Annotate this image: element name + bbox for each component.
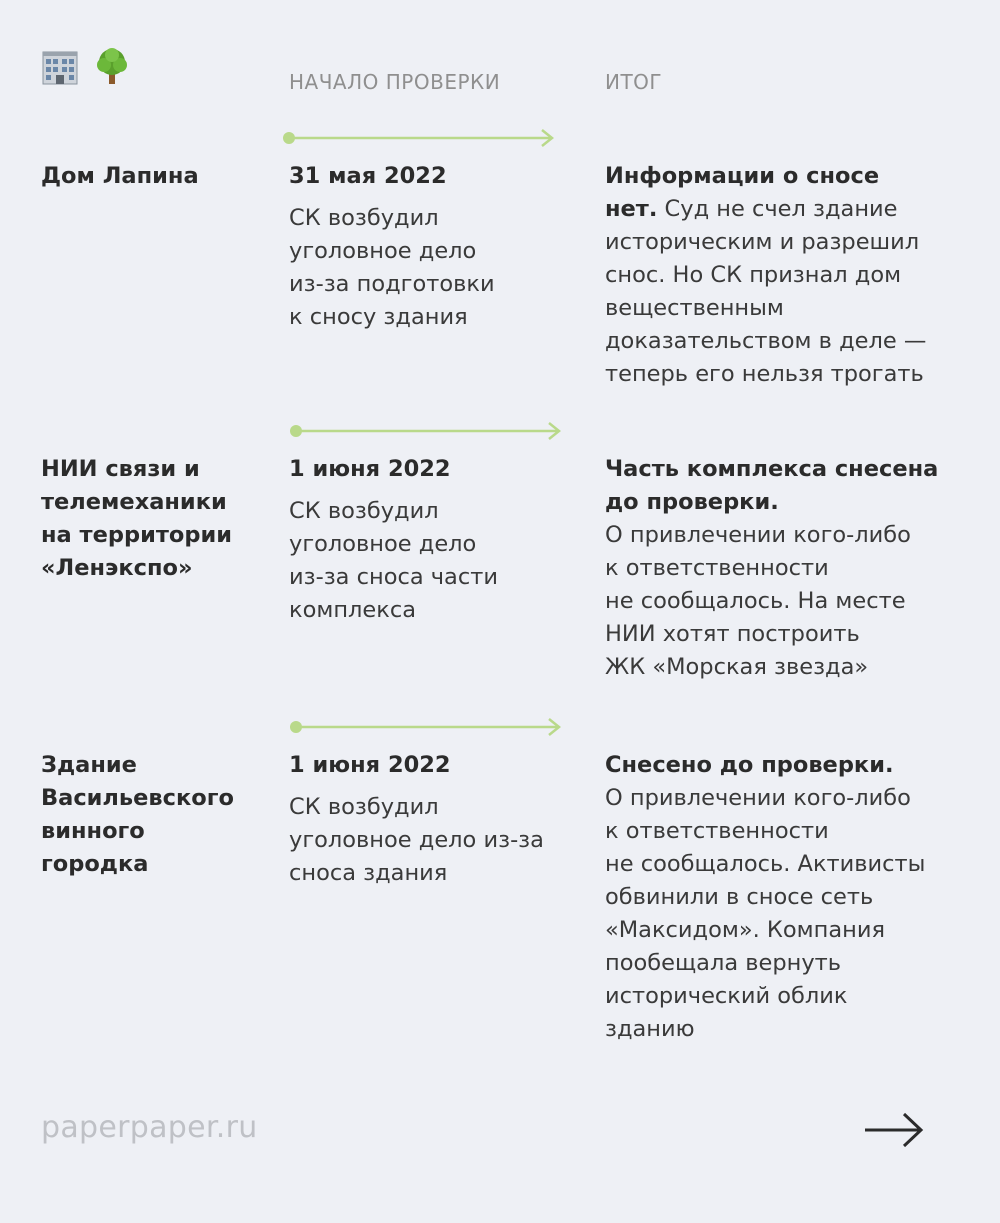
- row-2-result: Часть комплекса снесена до проверки. О привлечении кого-либо к ответственности не сообщалось. На месте НИИ хотят построить ЖК «Морская звезда»: [605, 456, 939, 680]
- row-2-description: СК возбудил уголовное дело из-за сноса части комплекса: [289, 498, 498, 623]
- row-3-result: Снесено до проверки. О привлечении кого-либо к ответственности не сообщалось. Активисты обвинили в сносе сеть «Максидом». Компания пообещала вернуть исторический облик зданию: [605, 752, 926, 1042]
- tree-icon: [92, 46, 132, 86]
- row-1-result: Информации о сносе нет. Суд не счел здание историческим и разрешил снос. Но СК признал дом вещественным доказательством в деле — теперь его нельзя трогать: [605, 163, 927, 387]
- row-1-name: Дом Лапина: [41, 163, 199, 189]
- row-3-description: СК возбудил уголовное дело из-за сноса здания: [289, 794, 544, 886]
- row-2-name: НИИ связи и телемеханики на территории «Ленэкспо»: [41, 456, 232, 581]
- row-3-date: 1 июня 2022: [289, 752, 451, 778]
- office-building-icon: [40, 46, 80, 86]
- row-2-date: 1 июня 2022: [289, 456, 451, 482]
- column-header-result: ИТОГ: [605, 70, 663, 94]
- row-3-name: Здание Васильевского винного городка: [41, 752, 234, 877]
- timeline-arrow: [287, 717, 567, 737]
- timeline-arrow: [280, 128, 560, 148]
- row-1-description: СК возбудил уголовное дело из-за подготовки к сносу здания: [289, 205, 495, 330]
- site-url: paperpaper.ru: [41, 1110, 258, 1145]
- next-arrow-icon[interactable]: [860, 1108, 930, 1152]
- column-header-start: НАЧАЛО ПРОВЕРКИ: [289, 70, 501, 94]
- header-icons: [40, 46, 132, 86]
- timeline-arrow: [287, 421, 567, 441]
- row-1-date: 31 мая 2022: [289, 163, 447, 189]
